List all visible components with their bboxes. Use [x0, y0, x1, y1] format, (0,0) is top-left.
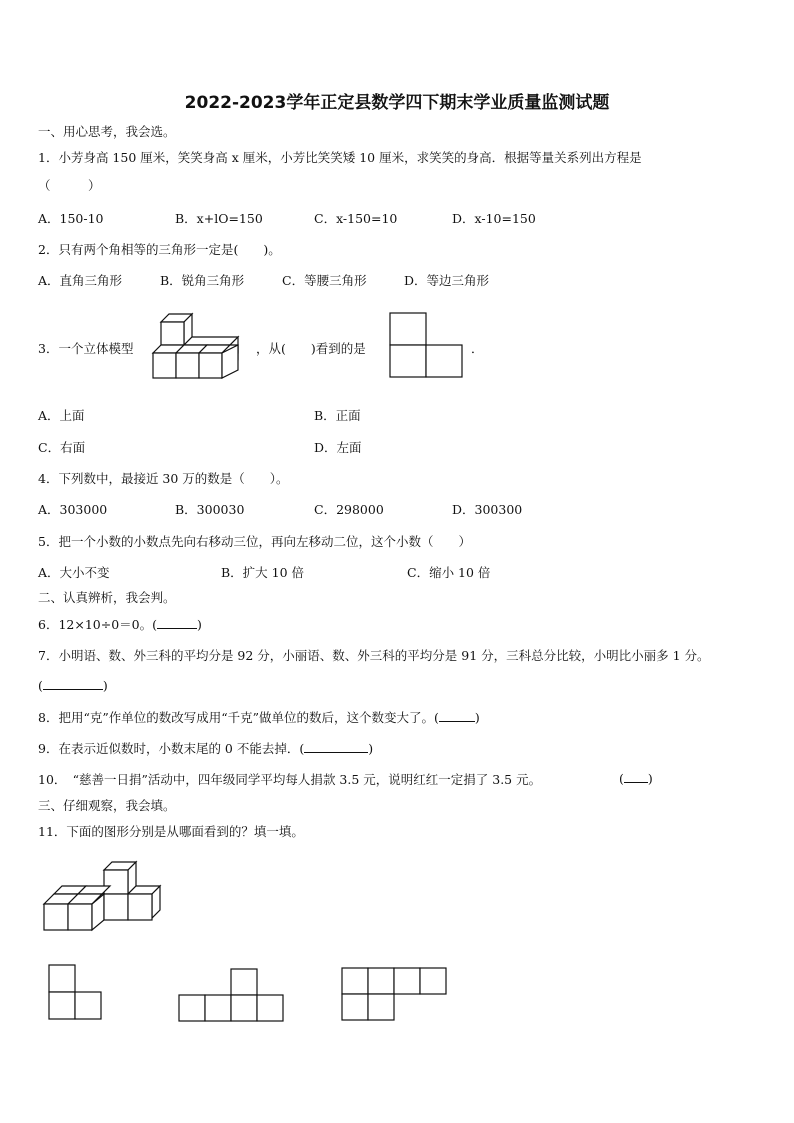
- question-9-text: 9．在表示近似数时，小数末尾的 0 不能去掉．(: [38, 741, 305, 756]
- question-8: [38, 708, 480, 726]
- page-title: 2022-2023学年正定县数学四下期末学业质量监测试题: [184, 93, 610, 113]
- q3-solid-model-figure: [150, 313, 245, 381]
- q1-option-a: A．150-10: [38, 211, 104, 226]
- question-4-text: 4．下列数中，最接近 30 万的数是（ ）。: [38, 471, 289, 486]
- question-5-text: 5．把一个小数的小数点先向右移动三位，再向左移动二位，这个小数（ ）: [38, 534, 471, 549]
- answer-blank-7[interactable]: [43, 677, 103, 690]
- question-3-middle: ，从( )看到的是: [256, 341, 366, 356]
- answer-blank-8[interactable]: [439, 709, 475, 722]
- question-9: [38, 739, 373, 757]
- q3-option-a: A．上面: [38, 408, 85, 423]
- question-8-text: 8．把用“克”作单位的数改写成用“千克”做单位的数后，这个数变大了。(: [38, 710, 439, 725]
- section-heading-2: 二、认真辨析，我会判。: [38, 590, 176, 605]
- q11-view-figure-2: [178, 968, 286, 1024]
- answer-blank-9[interactable]: [304, 740, 368, 753]
- q4-option-b: B．300030: [175, 502, 245, 517]
- question-7-open: (: [38, 678, 43, 693]
- q1-option-b: B．x+lO=150: [175, 211, 263, 226]
- question-1-answer-paren: （ ）: [38, 178, 101, 193]
- q3-option-d: D．左面: [314, 440, 362, 455]
- q4-option-c: C．298000: [314, 502, 384, 517]
- question-11-text: 11．下面的图形分别是从哪面看到的？填一填。: [38, 824, 304, 839]
- answer-blank-6[interactable]: [157, 616, 197, 629]
- q2-option-d: D．等边三角形: [404, 273, 490, 288]
- section-heading-3: 三、仔细观察，我会填。: [38, 798, 176, 813]
- q3-option-b: B．正面: [314, 408, 361, 423]
- question-10-open: (: [619, 771, 624, 786]
- question-9-close: ): [368, 741, 374, 756]
- question-2-text: 2．只有两个角相等的三角形一定是( )。: [38, 242, 281, 257]
- q1-option-d: D．x-10=150: [452, 211, 536, 226]
- q5-option-a: A．大小不变: [38, 565, 110, 580]
- section-heading-1: 一、用心思考，我会选。: [38, 124, 176, 139]
- question-10-close: ): [647, 771, 653, 786]
- question-7-text: 7．小明语、数、外三科的平均分是 92 分，小丽语、数、外三科的平均分是 91 分，三科总分比较，小明比小丽多 1 分。: [38, 648, 710, 663]
- q1-option-c: C．x-150=10: [314, 211, 398, 226]
- q3-option-c: C．右面: [38, 440, 86, 455]
- q11-solid-model-figure: [42, 858, 168, 934]
- question-1-text: 1．小芳身高 150 厘米，笑笑身高 x 厘米，小芳比笑笑矮 10 厘米，求笑笑的身高．根据等量关系列出方程是: [38, 150, 642, 165]
- question-7-answer: [38, 677, 108, 693]
- question-3-prefix: 3．一个立体模型: [38, 341, 134, 356]
- question-10-text: 10． “慈善一日捐”活动中，四年级同学平均每人捐款 3.5 元，说明红红一定捐了 3.5 元。: [38, 772, 542, 787]
- question-6: [38, 615, 202, 633]
- q5-option-c: C．缩小 10 倍: [407, 565, 491, 580]
- q11-view-figure-3: [341, 967, 449, 1023]
- question-7-close: ): [102, 678, 108, 693]
- q2-option-b: B．锐角三角形: [160, 273, 245, 288]
- question-10-answer: [619, 770, 653, 786]
- q3-view-figure: [389, 312, 465, 380]
- question-6-text: 6．12×10÷0＝0。(: [38, 617, 157, 632]
- q2-option-a: A．直角三角形: [38, 273, 123, 288]
- q4-option-a: A．303000: [38, 502, 108, 517]
- question-6-close: ): [197, 617, 202, 632]
- q2-option-c: C．等腰三角形: [282, 273, 367, 288]
- question-3-suffix: ．: [471, 341, 484, 356]
- q11-view-figure-1: [48, 964, 104, 1022]
- question-8-close: ): [474, 710, 480, 725]
- q5-option-b: B．扩大 10 倍: [221, 565, 305, 580]
- answer-blank-10[interactable]: [624, 770, 648, 783]
- q4-option-d: D．300300: [452, 502, 523, 517]
